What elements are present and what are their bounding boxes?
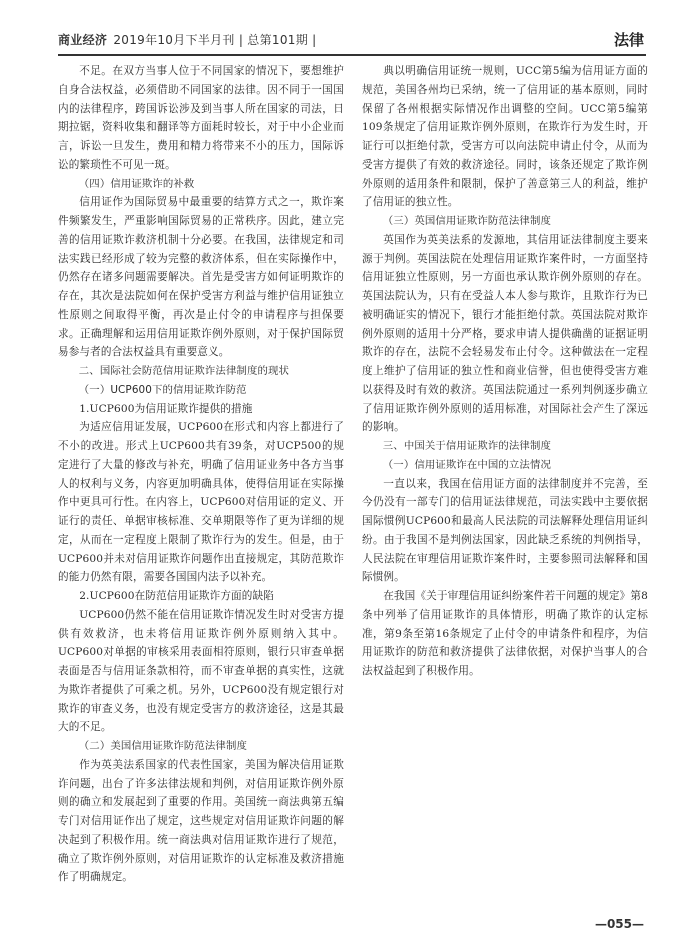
paragraph: 为适应信用证发展，UCP600在形式和内容上都进行了不小的改进。形式上UCP600共有39条，对UCP500的规定进行了大量的修改与补充，明确了信用证业务中各方当事人的权利与义务，内容更加明确具体，使得信用证在实际操作中更具可行性。在内容上，UCP600对信用证的定义、开证行的责任、单据审核标准、交单期限等作了更为详细的规定，从而在一定程度上限制了欺诈行为的发生。但是，由于UCP600并未对信用证欺诈问题作出直接规定，其防范欺诈的能力仍然有限，需要各国国内法予以补充。 [58,421,344,584]
journal-masthead [58,31,316,48]
section-heading: 三、中国关于信用证欺诈的法律制度 [382,440,551,452]
paragraph: 在我国《关于审理信用证纠纷案件若干问题的规定》第8条中列举了信用证欺诈的具体情形，明确了欺诈的认定标准，第9条至第16条规定了止付令的申请条件和程序，为信用证欺诈的防范和救济提供了法律依据，对保护当事人的合法权益起到了积极作用。 [362,590,648,677]
issue-info: 2019年10月下半月刊 | 总第101期 | [113,33,317,47]
section-heading: 二、国际社会防范信用证欺诈法律制度的现状 [78,365,290,377]
section-heading: （二）美国信用证欺诈防范法律制度 [78,740,247,752]
paragraph: 典以明确信用证统一规则，UCC第5编为信用证方面的规范，美国各州均已采纳，统一了信用证的基本原则，同时保留了各州根据实际情况作出调整的空间。UCC第5编第109条规定了信用证欺诈例外原则，在欺诈行为发生时，开证行可以拒绝付款，受害方可以向法院申请止付令，从而为受害方提供了有效的救济途径。同时，该条还规定了欺诈例外原则的适用条件和限制，保护了善意第三人的利益，维护了信用证的独立性。 [362,65,648,209]
section-heading: （一）UCP600下的信用证欺诈防范 [78,383,247,396]
paragraph: UCP600仍然不能在信用证欺诈情况发生时对受害方提供有效救济，也未将信用证欺诈例外原则纳入其中。UCP600对单据的审核采用表面相符原则，银行只审查单据表面是否与信用证条款相符，而不审查单据的真实性，这就为欺诈者提供了可乘之机。另外，UCP600没有规定银行对欺诈的审查义务，也没有规定受害方的救济途径，这是其最大的不足。 [58,608,344,734]
left-text-column [58,62,344,912]
paragraph: 英国作为英美法系的发源地，其信用证法律制度主要来源于判例。英国法院在处理信用证欺诈案件时，一方面坚持信用证独立性原则，另一方面也承认欺诈例外原则的存在。英国法院认为，只有在受益人本人参与欺诈，且欺诈行为已被明确证实的情况下，银行才能拒绝付款。英国法院对欺诈例外原则的适用十分严格，要求申请人提供确凿的证据证明欺诈的存在，法院不会轻易发布止付令。这种做法在一定程度上维护了信用证的独立性和商业信誉，但也使得受害方难以获得及时有效的救济。英国法院通过一系列判例逐步确立了信用证欺诈例外原则的适用标准，对国际社会产生了深远的影响。 [362,233,648,434]
paragraph: 1.UCP600为信用证欺诈提供的措施 [79,402,253,415]
paragraph: 作为英美法系国家的代表性国家，美国为解决信用证欺诈问题，出台了许多法律法规和判例，对信用证欺诈例外原则的确立和发展起到了重要的作用。美国统一商法典第五编专门对信用证作出了规定，这些规定对信用证欺诈问题的解决起到了积极作用。统一商法典对信用证欺诈进行了规范，确立了欺诈例外原则，对信用证欺诈的认定标准及救济措施作了明确规定。 [58,758,344,884]
paragraph: 信用证作为国际贸易中最重要的结算方式之一，欺诈案件频繁发生，严重影响国际贸易的正常秩序。因此，建立完善的信用证欺诈救济机制十分必要。在我国，法律规定和司法实践已经形成了较为完整的救济体系，但在实际操作中，仍然存在诸多问题需要解决。首先是受害方如何证明欺诈的存在，其次是法院如何在保护受害方利益与维护信用证独立性原则之间取得平衡，再次是止付令的申请程序与担保要求。正确理解和运用信用证欺诈例外原则，对于保护国际贸易参与者的合法权益具有重要意义。 [58,196,344,359]
page-header [58,28,646,56]
journal-title: 商业经济 [58,33,108,47]
section-heading: （一）信用证欺诈在中国的立法情况 [382,458,551,471]
section-heading: （四）信用证欺诈的补救 [78,177,195,190]
paragraph: 2.UCP600在防范信用证欺诈方面的缺陷 [79,590,274,602]
paragraph: 不足。在双方当事人位于不同国家的情况下，要想维护自身合法权益，必须借助不同国家的法律。因不同于一国国内的法律程序，跨国诉讼涉及到当事人所在国家的司法，日期拉锯，资料收集和翻译等方面耗时较长，对于中小企业而言，诉讼一旦发生，费用和精力将带来不小的压力，国际诉讼的繁琐性不可见一斑。 [58,65,344,171]
right-text-column [362,62,648,912]
section-heading: （三）英国信用证欺诈防范法律制度 [382,215,551,227]
paragraph: 一直以来，我国在信用证方面的法律制度并不完善，至今仍没有一部专门的信用证法律规范，司法实践中主要依据国际惯例UCP600和最高人民法院的司法解释处理信用证纠纷。由于我国不是判例法国家，因此缺乏系统的判例指导，人民法院在审理信用证欺诈案件时，主要参照司法解释和国际惯例。 [362,477,648,584]
section-label: 法律 [613,31,644,49]
page-number: —055— [594,917,644,931]
